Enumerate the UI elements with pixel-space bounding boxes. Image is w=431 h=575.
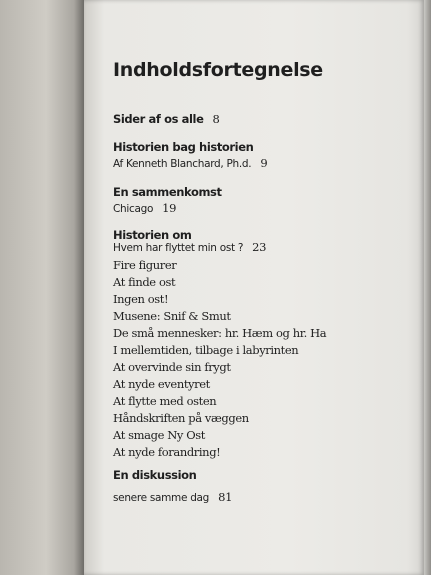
- page-title: Indholdsfortegnelse: [113, 59, 323, 81]
- chapter-item: At smage Ny Ost: [113, 428, 206, 442]
- section-heading: En sammenkomst: [113, 185, 222, 199]
- page-number: 19: [162, 201, 177, 215]
- page-number: 81: [218, 490, 233, 504]
- chapter-item: At nyde forandring!: [113, 445, 221, 459]
- chapter-item: Håndskriften på væggen: [113, 411, 249, 425]
- section-subtitle: senere samme dag: [113, 492, 210, 504]
- chapter-item: Musene: Snif & Smut: [113, 309, 231, 323]
- toc-entry-diskussion: [113, 490, 232, 504]
- chapter-item: At finde ost: [113, 275, 176, 289]
- chapter-item: Fire figurer: [113, 258, 177, 272]
- page-number: 9: [260, 156, 268, 170]
- section-heading: Sider af os alle: [113, 112, 204, 126]
- section-subtitle: Hvem har flyttet min ost ?: [113, 242, 244, 254]
- section-subtitle: Af Kenneth Blanchard, Ph.d.: [113, 158, 252, 170]
- page-edge: [424, 0, 431, 575]
- chapter-item: Ingen ost!: [113, 292, 169, 306]
- toc-entry-sider: [113, 112, 219, 126]
- page-number: 8: [212, 112, 220, 126]
- section-heading: Historien bag historien: [113, 140, 254, 154]
- page-number: 23: [252, 240, 267, 254]
- section-subtitle: Chicago: [113, 203, 154, 215]
- chapter-item: At nyde eventyret: [113, 377, 210, 391]
- chapter-item: I mellemtiden, tilbage i labyrinten: [113, 343, 299, 357]
- left-page: [0, 0, 84, 575]
- chapter-item: De små mennesker: hr. Hæm og hr. Ha: [113, 326, 327, 340]
- section-heading: Historien om: [113, 228, 192, 242]
- toc-entry-historien-bag: [113, 156, 267, 170]
- chapter-item: At flytte med osten: [113, 394, 217, 408]
- chapter-item: At overvinde sin frygt: [113, 360, 231, 374]
- section-heading: En diskussion: [113, 468, 197, 482]
- toc-entry-historien-om: [113, 240, 266, 254]
- toc-entry-sammenkomst: [113, 201, 176, 215]
